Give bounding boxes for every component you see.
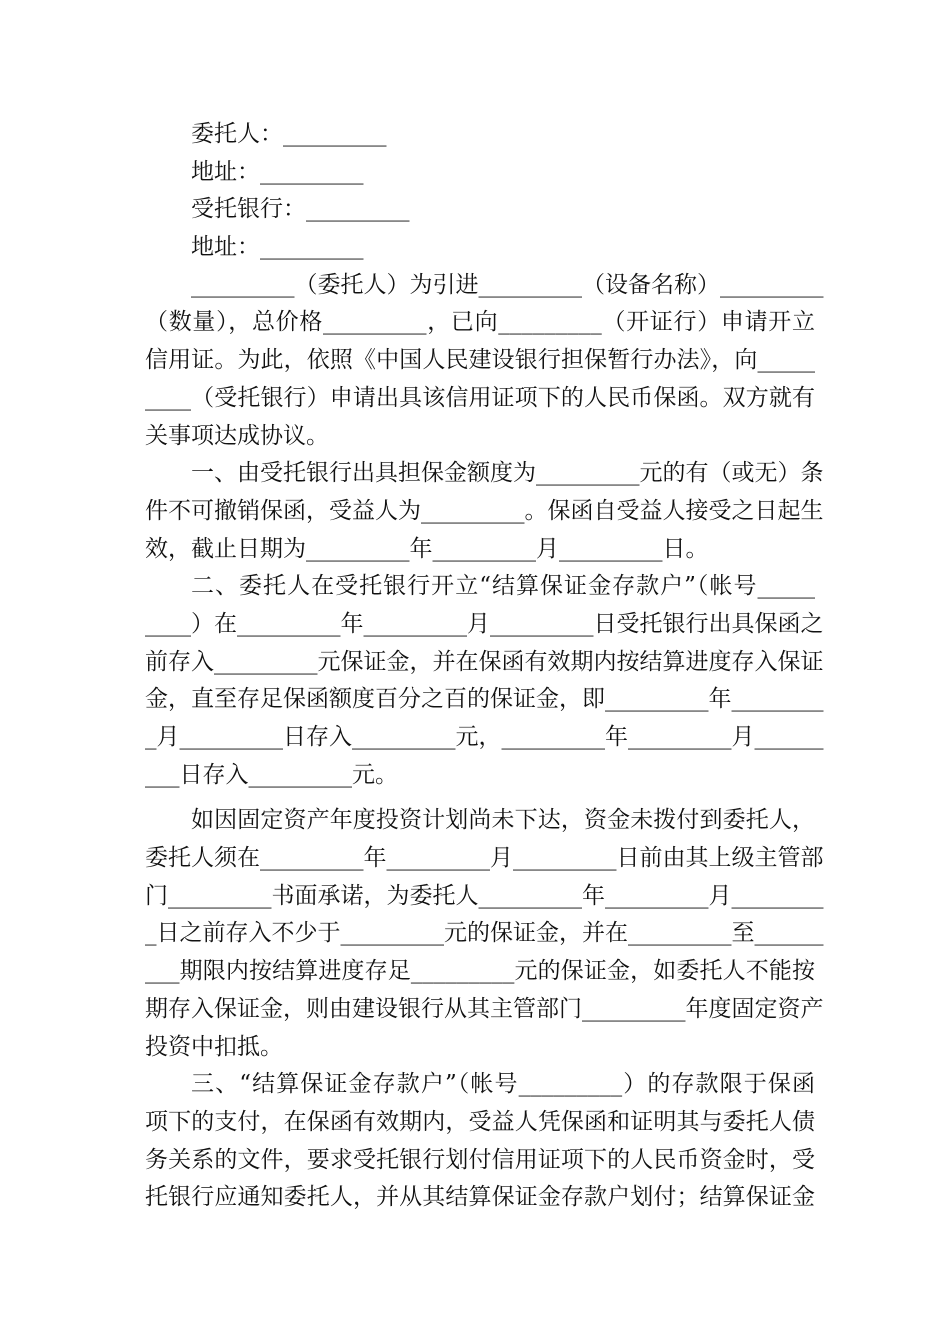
text-line: 务关系的文件，要求受托银行划付信用证项下的人民币资金时，受 bbox=[145, 1146, 815, 1173]
text-line: （数量），总价格_________，已向_________（开证行）申请开立 bbox=[145, 309, 815, 336]
text-line: 期存入保证金，则由建设银行从其主管部门_________年度固定资产 bbox=[145, 995, 824, 1022]
field-principal-address: 地址：_________ bbox=[191, 158, 364, 185]
text-line: _________（委托人）为引进_________（设备名称）_________ bbox=[191, 271, 824, 298]
text-line: _月_________日存入_________元，_________年_________月______ bbox=[145, 724, 824, 750]
text-line: 投资中扣抵。 bbox=[145, 1033, 283, 1060]
text-line: 门_________书面承诺，为委托人_________年_________月________ bbox=[145, 882, 824, 909]
text-line: 件不可撤销保函，受益人为_________。保函自受益人接受之日起生 bbox=[145, 497, 824, 524]
text-line: ___日存入_________元。 bbox=[145, 761, 398, 788]
text-line: ___期限内按结算进度存足_________元的保证金，如委托人不能按 bbox=[145, 958, 815, 985]
clause-2-supplement-paragraph bbox=[145, 802, 824, 1066]
paragraph-gap bbox=[145, 794, 815, 802]
text-line: 前存入_________元保证金，并在保函有效期内按结算进度存入保证 bbox=[145, 648, 824, 675]
text-line: 委托人须在_________年_________月_________日前由其上级主管部 bbox=[145, 845, 824, 872]
clause-2-paragraph bbox=[145, 568, 824, 794]
text-line: 三、“结算保证金存款户”（帐号_________）的存款限于保函 bbox=[191, 1071, 815, 1098]
document-page bbox=[145, 116, 824, 1217]
text-line: 一、由受托银行出具担保金额度为_________元的有（或无）条 bbox=[191, 460, 824, 487]
field-trustee-address: 地址：_________ bbox=[191, 234, 364, 261]
text-line: 项下的支付，在保函有效期内，受益人凭保函和证明其与委托人债 bbox=[145, 1108, 815, 1135]
text-line: 信用证。为此，依照《中国人民建设银行担保暂行办法》，向_____ bbox=[145, 347, 815, 374]
text-line: ____（受托银行）申请出具该信用证项下的人民币保函。双方就有 bbox=[145, 384, 815, 411]
field-principal: 委托人：_________ bbox=[191, 121, 387, 147]
text-line: 关事项达成协议。 bbox=[145, 422, 329, 449]
text-line: 如因固定资产年度投资计划尚未下达，资金未拨付到委托人， bbox=[191, 807, 815, 834]
text-line: 二、委托人在受托银行开立“结算保证金存款户”（帐号_____ bbox=[191, 573, 815, 600]
field-trustee-bank: 受托银行：_________ bbox=[191, 196, 410, 223]
text-line: 托银行应通知委托人，并从其结算保证金存款户划付；结算保证金 bbox=[145, 1184, 815, 1211]
clause-3-paragraph bbox=[145, 1066, 815, 1217]
text-line: ____）在_________年_________月_________日受托银行出具保函之 bbox=[145, 610, 824, 637]
text-line: 金，直至存足保函额度百分之百的保证金，即_________年________ bbox=[145, 686, 824, 713]
text-line: 效，截止日期为_________年_________月_________日。 bbox=[145, 535, 709, 562]
text-line: _日之前存入不少于_________元的保证金，并在_________至______ bbox=[145, 920, 824, 947]
clause-1-paragraph bbox=[145, 455, 824, 568]
intro-paragraph bbox=[145, 267, 824, 455]
